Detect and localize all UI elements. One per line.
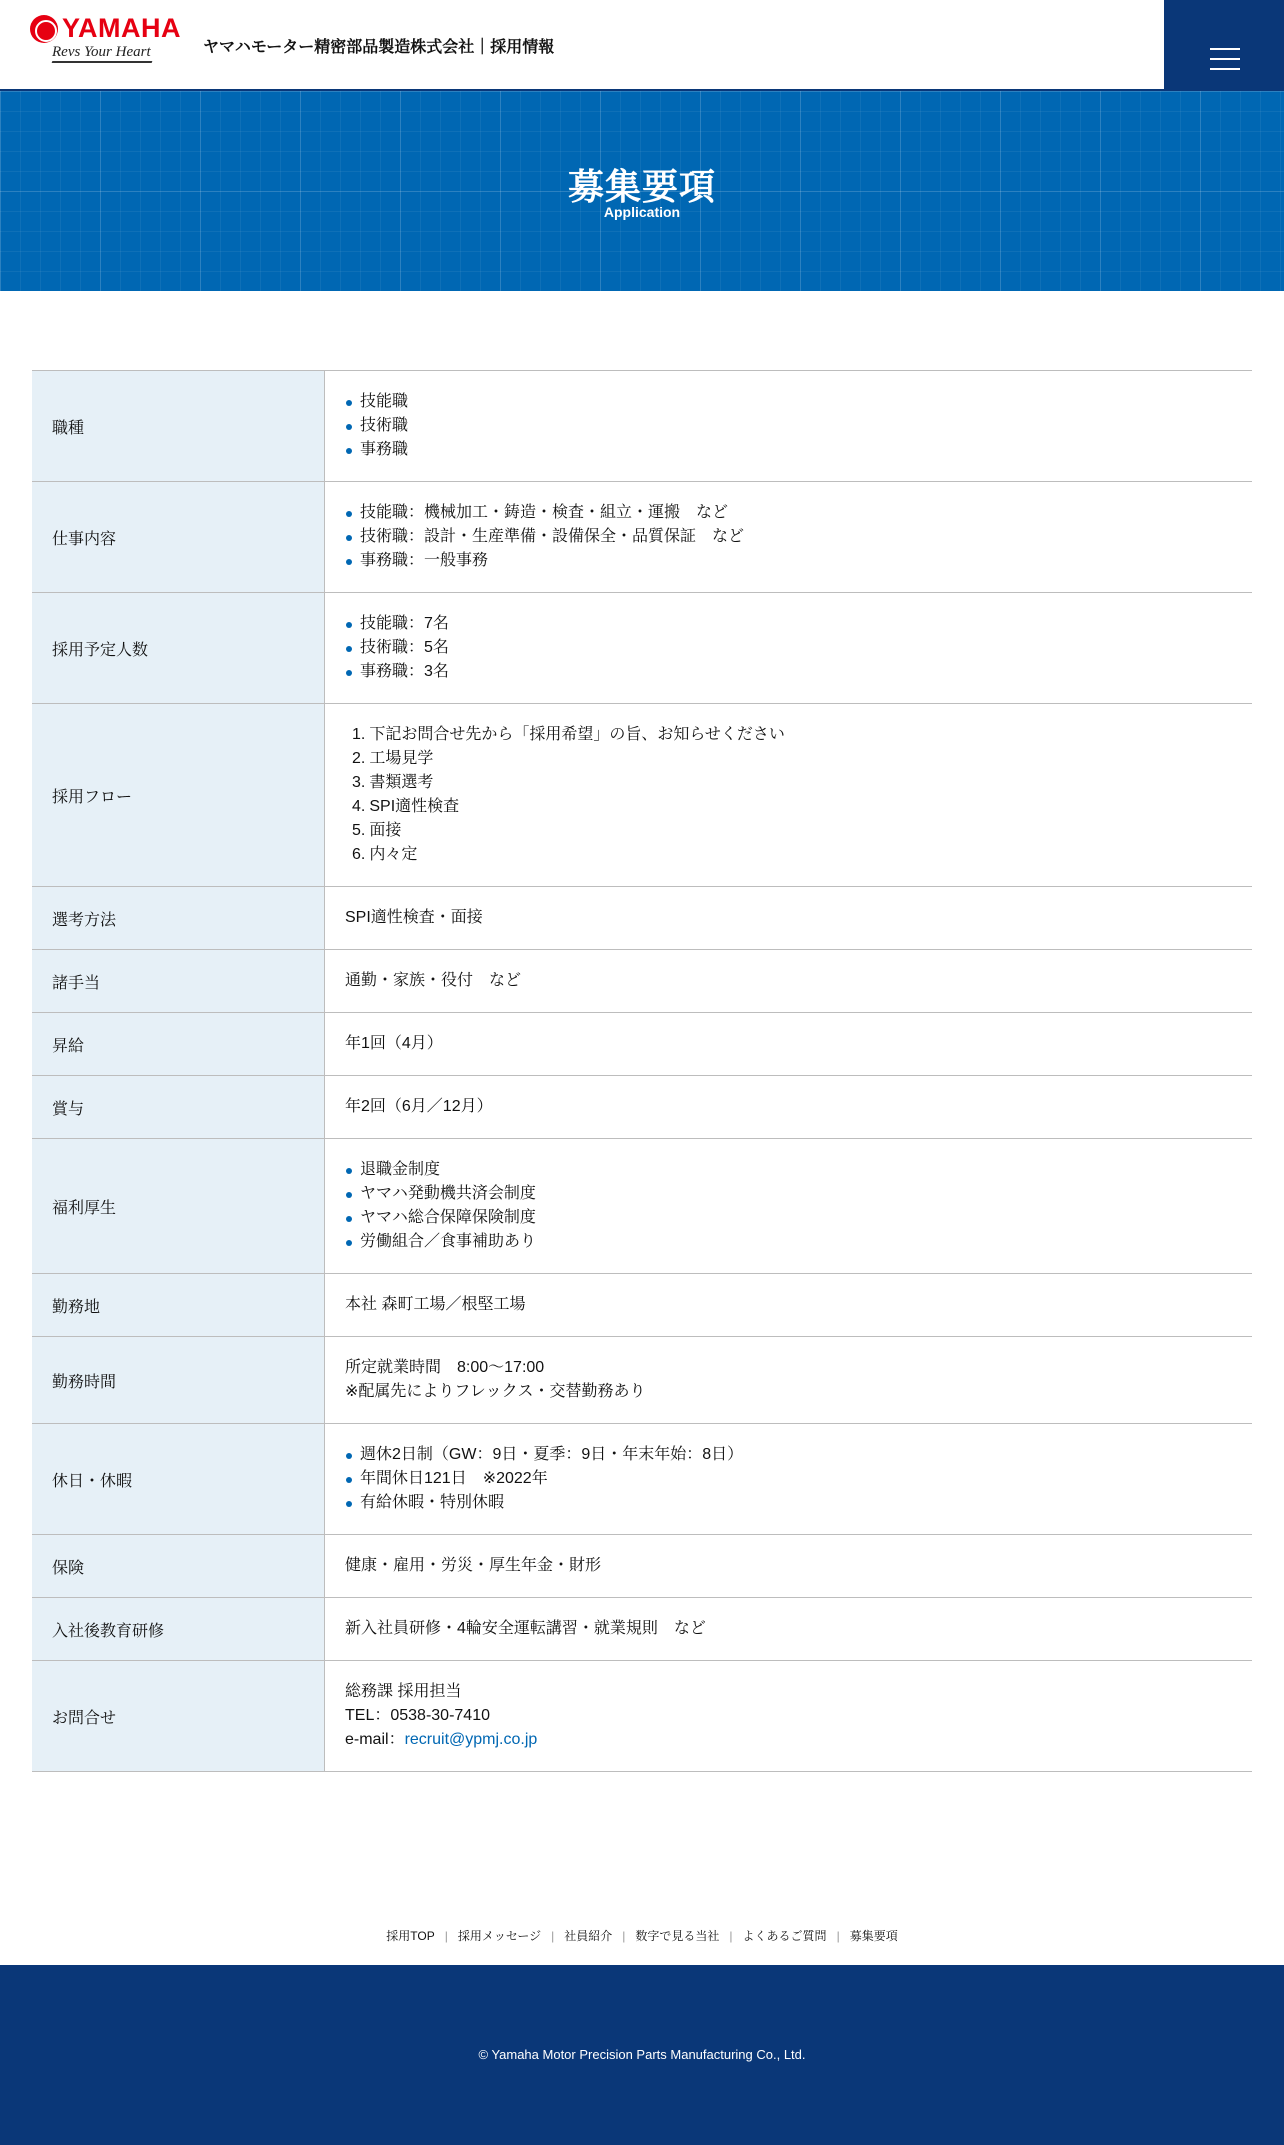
- row-value: [325, 950, 1252, 1012]
- hamburger-icon: [1210, 48, 1240, 70]
- row-label: 採用フロー: [32, 704, 325, 886]
- nav-separator: |: [444, 1929, 448, 1943]
- page-title: 募集要項: [567, 166, 716, 207]
- row-label: 勤務地: [32, 1274, 325, 1336]
- nav-separator: |: [551, 1929, 555, 1943]
- page-hero: [0, 89, 1284, 291]
- email-line: [345, 1728, 1232, 1752]
- list-item: [352, 747, 1232, 771]
- row-label: 保険: [32, 1535, 325, 1597]
- list-item: 技術職：5名: [345, 636, 1232, 660]
- yamaha-logo[interactable]: [30, 13, 182, 66]
- table-row: [32, 371, 1252, 482]
- table-row: [32, 482, 1252, 593]
- list-item: ヤマハ発動機共済会制度: [345, 1182, 1232, 1206]
- list-item: 事務職：3名: [345, 660, 1232, 684]
- row-label: 勤務時間: [32, 1337, 325, 1423]
- footer-nav-link[interactable]: 数字で見る当社: [635, 1929, 720, 1943]
- site-header: [0, 0, 1284, 89]
- value-text: 年1回（4月）: [345, 1035, 443, 1052]
- list-item: 技術職：設計・生産準備・設備保全・品質保証 など: [345, 525, 1232, 549]
- numbered-list: [345, 723, 1232, 867]
- tuning-fork-emblem-icon: [30, 15, 58, 43]
- table-row: [32, 1337, 1252, 1424]
- list-number: 4.: [352, 798, 366, 815]
- bullet-list: [345, 1158, 1232, 1254]
- email-link[interactable]: recruit@ypmj.co.jp: [404, 1731, 538, 1748]
- row-value: [325, 1424, 1252, 1534]
- list-item: 週休2日制（GW：9日・夏季：9日・年末年始：8日）: [345, 1443, 1232, 1467]
- list-item: [352, 795, 1232, 819]
- table-row: [32, 1139, 1252, 1274]
- value-line: ※配属先によりフレックス・交替勤務あり: [345, 1383, 646, 1400]
- table-row: [32, 704, 1252, 887]
- list-item: 年間休日121日 ※2022年: [345, 1467, 1232, 1491]
- list-text: 下記お問合せ先から「採用希望」の旨、お知らせください: [369, 726, 785, 743]
- table-row: [32, 593, 1252, 704]
- row-label: 休日・休暇: [32, 1424, 325, 1534]
- hamburger-line: [1210, 58, 1240, 60]
- table-row: [32, 887, 1252, 950]
- list-item: 技能職：7名: [345, 612, 1232, 636]
- value-line: TEL：0538-30-7410: [345, 1707, 490, 1724]
- table-row: [32, 1424, 1252, 1535]
- footer-nav-link[interactable]: 採用メッセージ: [457, 1929, 542, 1943]
- list-number: 5.: [352, 822, 366, 839]
- list-text: 面接: [369, 822, 402, 839]
- nav-separator: |: [622, 1929, 626, 1943]
- list-item: 技能職：機械加工・鋳造・検査・組立・運搬 など: [345, 501, 1232, 525]
- logo-tagline: Revs Your Heart: [52, 44, 151, 60]
- list-item: 退職金制度: [345, 1158, 1232, 1182]
- table-row: [32, 1013, 1252, 1076]
- row-label: 選考方法: [32, 887, 325, 949]
- row-value: [325, 1337, 1252, 1423]
- table-row: [32, 1598, 1252, 1661]
- email-label: e-mail：: [345, 1731, 405, 1748]
- row-value: [325, 1274, 1252, 1336]
- row-label: 採用予定人数: [32, 593, 325, 703]
- table-row: [32, 950, 1252, 1013]
- list-number: 2.: [352, 750, 366, 767]
- row-value: [325, 1139, 1252, 1273]
- requirements-table: [32, 370, 1252, 1772]
- value-line: 総務課 採用担当: [345, 1683, 462, 1700]
- list-item: [352, 723, 1232, 747]
- bullet-list: [345, 501, 1232, 573]
- row-label: お問合せ: [32, 1661, 325, 1771]
- bullet-list: [345, 1443, 1232, 1515]
- list-text: 内々定: [369, 846, 418, 863]
- bullet-list: [345, 612, 1232, 684]
- list-item: 労働組合／食事補助あり: [345, 1230, 1232, 1254]
- row-value: [325, 704, 1252, 886]
- bullet-list: [345, 390, 1232, 462]
- list-item: ヤマハ総合保障保険制度: [345, 1206, 1232, 1230]
- row-label: 昇給: [32, 1013, 325, 1075]
- logo-top: [30, 13, 182, 44]
- row-value: [325, 1535, 1252, 1597]
- list-item: [352, 843, 1232, 867]
- row-label: 諸手当: [32, 950, 325, 1012]
- hamburger-line: [1210, 48, 1240, 50]
- value-text: SPI適性検査・面接: [345, 909, 483, 926]
- value-line: 所定就業時間 8:00～17:00: [345, 1359, 545, 1376]
- site-footer: [0, 1965, 1284, 2145]
- list-text: SPI適性検査: [369, 798, 460, 815]
- row-value: [325, 1013, 1252, 1075]
- row-value: [325, 1076, 1252, 1138]
- footer-nav: [0, 1927, 1284, 1944]
- list-item: 技能職: [345, 390, 1232, 414]
- table-row: [32, 1076, 1252, 1139]
- row-value: [325, 1661, 1252, 1771]
- list-item: 有給休暇・特別休暇: [345, 1491, 1232, 1515]
- value-text: 本社 森町工場／根堅工場: [345, 1296, 526, 1313]
- list-text: 工場見学: [369, 750, 434, 767]
- row-label: 入社後教育研修: [32, 1598, 325, 1660]
- logo-text: YAMAHA: [62, 13, 182, 43]
- value-text: 新入社員研修・4輪安全運転講習・就業規則 など: [345, 1620, 706, 1637]
- row-value: [325, 593, 1252, 703]
- copyright: © Yamaha Motor Precision Parts Manufacturing Co., Ltd.: [478, 2047, 806, 2062]
- value-text: 健康・雇用・労災・厚生年金・財形: [345, 1557, 602, 1574]
- list-item: [352, 819, 1232, 843]
- list-number: 3.: [352, 774, 366, 791]
- table-row: [32, 1274, 1252, 1337]
- footer-nav-link[interactable]: 募集要項: [849, 1929, 898, 1943]
- row-label: 職種: [32, 371, 325, 481]
- logo-swoosh: [52, 61, 153, 63]
- list-item: 技術職: [345, 414, 1232, 438]
- nav-separator: |: [836, 1929, 840, 1943]
- nav-separator: |: [729, 1929, 733, 1943]
- row-value: [325, 482, 1252, 592]
- table-row: [32, 1661, 1252, 1772]
- footer-nav-link[interactable]: よくあるご質問: [742, 1929, 827, 1943]
- row-label: 賞与: [32, 1076, 325, 1138]
- hamburger-line: [1210, 68, 1240, 70]
- page-subtitle: Application: [603, 204, 681, 220]
- footer-nav-link[interactable]: 採用TOP: [386, 1929, 435, 1943]
- row-value: [325, 887, 1252, 949]
- footer-nav-link[interactable]: 社員紹介: [564, 1929, 613, 1943]
- row-value: [325, 371, 1252, 481]
- list-item: [352, 771, 1232, 795]
- list-text: 書類選考: [369, 774, 434, 791]
- list-item: 事務職：一般事務: [345, 549, 1232, 573]
- table-row: [32, 1535, 1252, 1598]
- value-text: 年2回（6月／12月）: [345, 1098, 493, 1115]
- row-label: 仕事内容: [32, 482, 325, 592]
- row-value: [325, 1598, 1252, 1660]
- list-number: 6.: [352, 846, 366, 863]
- row-label: 福利厚生: [32, 1139, 325, 1273]
- value-text: 通勤・家族・役付 など: [345, 972, 522, 989]
- list-number: 1.: [352, 726, 366, 743]
- site-title[interactable]: ヤマハモーター精密部品製造株式会社｜採用情報: [203, 39, 555, 56]
- list-item: 事務職: [345, 438, 1232, 462]
